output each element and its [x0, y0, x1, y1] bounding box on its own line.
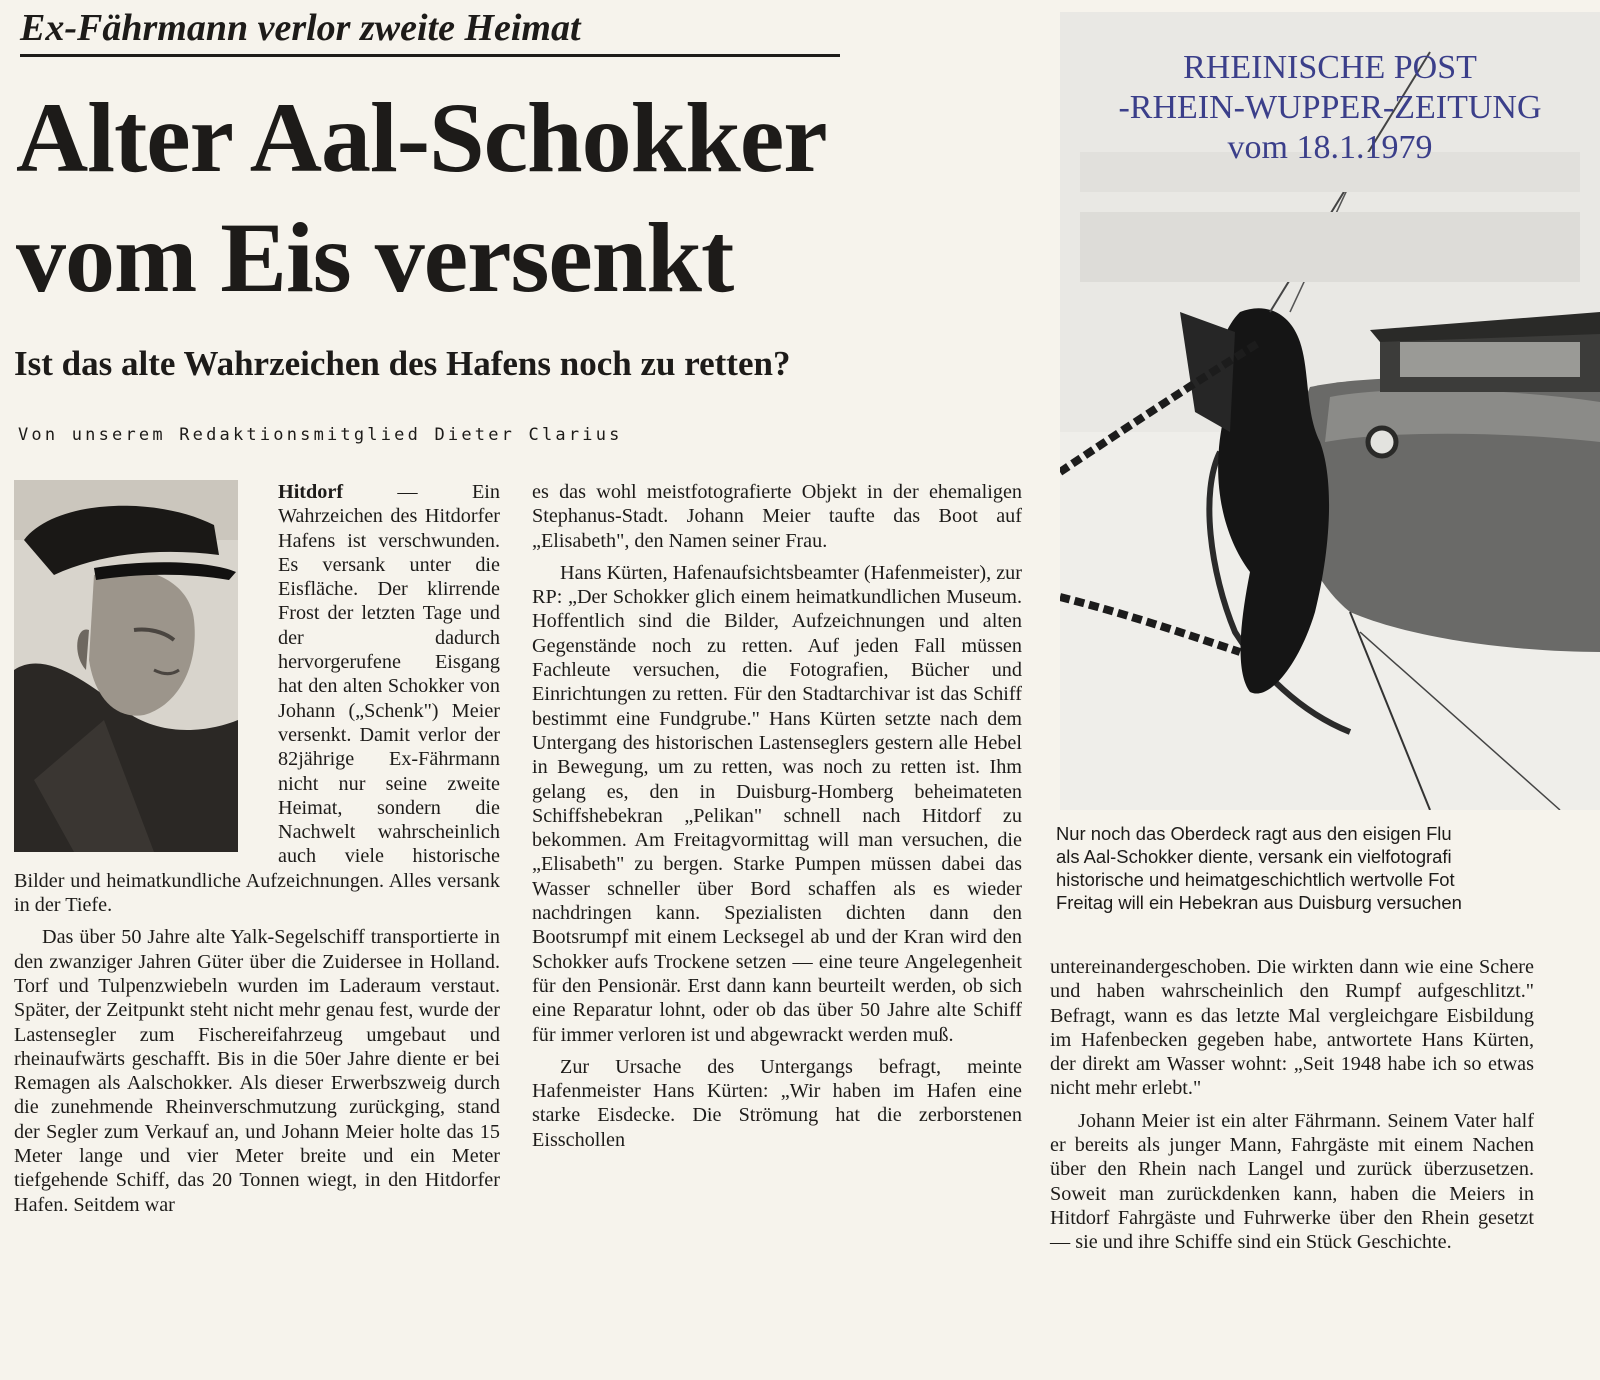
- caption-line: historische und heimatgeschichtlich wertvolle Fot: [1056, 869, 1455, 890]
- portrait-image: [14, 480, 238, 852]
- col2-paragraph-2: Hans Kürten, Hafenaufsichtsbeamter (Hafenmeister), zur RP: „Der Schokker glich einem heimatkundlichen Museum. Hoffentlich sind die Bilder, Aufzeichnungen und alten Gegenstände noch zu retten. Auf jeden Fall müssen Fachleute versuchen, die Fotografien, Bücher und Einrichtungen zu retten. Für den Stadtarchivar ist das Schiff bestimmt eine Fundgrube." Hans Kürten setzte nach dem Untergang des historischen Lastenseglers gestern alle Hebel in Bewegung, um zu retten, was noch zu retten ist. Ihm gelang es, den in Duisburg-Homberg beheimateten Schiffshebekran „Pelikan" schnell nach Hitdorf zu bekommen. Am Freitagvormittag will man versuchen, die „Elisabeth" zu bergen. Starke Pumpen müssen dabei das Wasser schneller über Bord schaffen als es wieder nachdringen kann. Spezialisten dichten dann den Bootsrumpf mit einem Lecksegel ab und der Kran wird den Schokker aufs Trockene setzen — eine teure Angelegenheit für den Pensionär. Erst dann kann beurteilt werden, ob sich eine Reparatur lohnt, oder ob das über 50 Jahre alte Schiff für immer verloren ist und abgewrackt werden muß.: [532, 561, 1022, 1046]
- article-byline: Von unserem Redaktionsmitglied Dieter Clarius: [18, 425, 623, 445]
- stamp-line-1: RHEINISCHE POST: [1183, 49, 1477, 86]
- col1-paragraph-1-text: — Ein Wahrzeichen des Hitdorfer Hafens ist verschwunden. Es versank unter die Eisfläche. Der klirrende Frost der letzten Tage und der dadurch hervorgerufene Eisgang hat den alten Schokker von Johann („Schenk") Meier versenkt. Damit verlor der 82jährige Ex-Fährmann nicht nur seine zweite Heimat, sondern die Nachwelt wahrscheinlich auch viele historische Bilder und heimatkundliche Aufzeichnungen. Alles versank in der Tiefe.: [14, 481, 500, 917]
- headline-line-1: Alter Aal-Schokker: [16, 82, 827, 193]
- portrait-photo: [14, 480, 238, 852]
- caption-line: als Aal-Schokker diente, versank ein vielfotografi: [1056, 846, 1452, 867]
- article-column-2: [532, 480, 1022, 1152]
- article-column-3: [1050, 955, 1534, 1255]
- col3-paragraph-2: Johann Meier ist ein alter Fährmann. Seinem Vater half er bereits als junger Mann, Fahrgäste mit einem Nachen über den Rhein nach Langel und zurück überzusetzen. Soweit man zurückdenken kann, haben die Meiers in Hitdorf Fahrgäste und Fuhrwerke über den Rhein gesetzt — sie und ihre Schiffe sind ein Stück Geschichte.: [1050, 1109, 1534, 1254]
- newspaper-stamp: [1060, 48, 1600, 168]
- stamp-line-3: vom 18.1.1979: [1227, 129, 1433, 166]
- col2-paragraph-1: es das wohl meistfotografierte Objekt in der ehemaligen Stephanus-Stadt. Johann Meier taufte das Boot auf „Elisabeth", den Namen seiner Frau.: [532, 481, 1022, 552]
- caption-line: Freitag will ein Hebekran aus Duisburg versuchen: [1056, 892, 1462, 913]
- caption-line: Nur noch das Oberdeck ragt aus den eisigen Flu: [1056, 823, 1452, 844]
- col1-paragraph-2: Das über 50 Jahre alte Yalk-Segelschiff transportierte in den zwanziger Jahren Güter über die Zuidersee in Holland. Torf und Tulpenzwiebeln wurden im Laderaum verstaut. Später, der Zeitpunkt steht nicht mehr genau fest, wurde der Lastensegler zum Fischereifahrzeug umgebaut und rheinaufwärts geschafft. Bis in die 50er Jahre diente er bei Remagen als Aalschokker. Als dieser Erwerbszweig durch die zunehmende Rheinverschmutzung zurückging, stand der Segler zum Verkauf an, und Johann Meier holte das 15 Meter lange und vier Meter breite und ein Meter tiefgehende Schiff, das 20 Tonnen wiegt, in den Hitdorfer Hafen. Seitdem war: [14, 926, 500, 1216]
- headline-line-2: vom Eis versenkt: [16, 202, 734, 313]
- article-subheadline: Ist das alte Wahrzeichen des Hafens noch zu retten?: [14, 344, 791, 383]
- stamp-line-2: -RHEIN-WUPPER-ZEITUNG: [1118, 89, 1542, 126]
- article-kicker: Ex-Fährmann verlor zweite Heimat: [20, 2, 840, 57]
- dateline: Hitdorf: [278, 481, 344, 503]
- article-headline: [16, 78, 1056, 318]
- article-column-1: [14, 480, 500, 1217]
- col3-paragraph-1: untereinandergeschoben. Die wirkten dann wie eine Schere und haben wahrscheinlich den Rumpf aufgeschlitzt." Befragt, wann es das letzte Mal vergleichgare Eisbildung im Hafenbecken gegeben habe, antwortete Hans Kürten, der direkt am Wasser wohnt: „Seit 1948 habe ich so etwas nicht mehr erlebt.": [1050, 956, 1534, 1100]
- photo-caption: [1056, 822, 1600, 914]
- col2-paragraph-3: Zur Ursache des Untergangs befragt, meinte Hafenmeister Hans Kürten: „Wir haben im Hafen eine starke Eisdecke. Die Strömung hat die zerborstenen Eisschollen: [532, 1055, 1022, 1151]
